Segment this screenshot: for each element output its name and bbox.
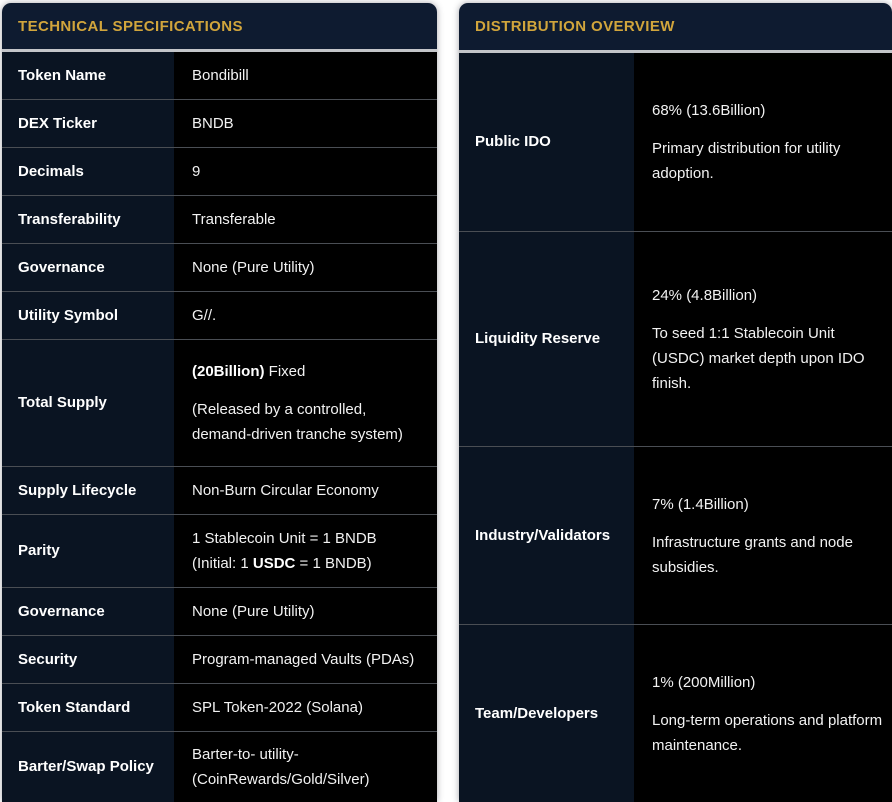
dist-value [634,53,892,231]
dist-value [634,232,892,446]
technical-specifications-body [2,52,437,802]
spec-row-security [2,636,437,684]
spec-row-governance-2 [2,588,437,636]
total-supply-rest: Fixed [264,363,306,380]
spec-value [174,732,437,802]
spec-value-text: BNDB [192,115,234,132]
spec-label: Governance [2,588,174,635]
spec-row-token-name [2,52,437,100]
spec-label: Parity [2,515,174,587]
spec-row-utility-symbol [2,292,437,340]
spec-value-text: Program-managed Vaults (PDAs) [192,651,415,668]
spec-value [174,148,437,195]
distribution-overview-table [459,3,892,802]
dist-label: Public IDO [459,53,634,231]
distribution-overview-body [459,53,892,802]
spec-row-token-standard [2,684,437,732]
spec-row-supply-lifecycle [2,467,437,515]
spec-value-text: None (Pure Utility) [192,259,315,276]
spec-value [174,52,437,99]
spec-label: DEX Ticker [2,100,174,147]
spec-value [174,340,437,466]
parity-line2-pre: (Initial: 1 [192,555,253,572]
spec-value-text: 9 [192,163,201,180]
dist-row-team-developers [459,625,892,802]
dist-allocation: 1% (200Million) [652,673,756,691]
parity-usdc: USDC [252,555,296,572]
spec-label: Decimals [2,148,174,195]
spec-value-text: G//. [192,307,217,324]
spec-value [174,515,437,587]
spec-label: Token Name [2,52,174,99]
spec-label: Governance [2,244,174,291]
spec-value [174,684,437,731]
dist-value [634,625,892,802]
spec-label: Token Standard [2,684,174,731]
dist-label: Industry/Validators [459,447,634,624]
spec-value-text: None (Pure Utility) [192,603,315,620]
parity-line2-post: = 1 BNDB) [295,555,372,572]
dist-row-public-ido [459,53,892,232]
dist-description: Long-term operations and platform maintenance. [652,711,883,754]
spec-row-parity [2,515,437,588]
spec-row-decimals [2,148,437,196]
spec-row-total-supply [2,340,437,467]
barter-line1: Barter-to- utility- [192,746,299,763]
parity-value-lines [192,526,429,576]
spec-value [174,588,437,635]
distribution-overview-title: DISTRIBUTION OVERVIEW [475,18,675,35]
spec-value [174,636,437,683]
spec-value-text: SPL Token-2022 (Solana) [192,699,363,716]
spec-row-dex-ticker [2,100,437,148]
dist-description: Primary distribution for utility adoption. [652,140,841,182]
dist-allocation: 24% (4.8Billion) [652,286,758,304]
dist-description: To seed 1:1 Stablecoin Unit (USDC) market depth upon IDO finish. [652,324,865,392]
spec-value [174,292,437,339]
barter-value-lines [192,742,429,792]
dist-value [634,447,892,624]
spec-value-text: Transferable [192,211,276,228]
spec-row-governance-1 [2,244,437,292]
dist-row-liquidity-reserve [459,232,892,447]
spec-value-line [192,359,429,384]
spec-row-transferability [2,196,437,244]
spec-label: Total Supply [2,340,174,466]
parity-line1: 1 Stablecoin Unit = 1 BNDB [192,530,377,547]
barter-line2: (CoinRewards/Gold/Silver) [192,771,370,788]
spec-label: Utility Symbol [2,292,174,339]
spec-value [174,196,437,243]
distribution-overview-header [459,3,892,53]
dist-row-industry-validators [459,447,892,625]
spec-label: Supply Lifecycle [2,467,174,514]
spec-value [174,100,437,147]
dist-allocation: 7% (1.4Billion) [652,495,749,513]
spec-label: Barter/Swap Policy [2,732,174,802]
dist-label: Team/Developers [459,625,634,802]
technical-specifications-table [2,3,437,802]
total-supply-amount: (20Billion) [192,363,265,380]
spec-value [174,244,437,291]
total-supply-note: (Released by a controlled, demand-driven tranche system) [192,401,403,443]
spec-label: Transferability [2,196,174,243]
spec-label: Security [2,636,174,683]
dist-description: Infrastructure grants and node subsidies. [652,533,853,576]
technical-specifications-title: TECHNICAL SPECIFICATIONS [18,17,243,35]
spec-value-text: Non-Burn Circular Economy [192,482,379,499]
technical-specifications-header [2,3,437,52]
spec-value-text: Bondibill [192,67,249,84]
spec-value [174,467,437,514]
dist-allocation: 68% (13.6Billion) [652,102,766,119]
dist-label: Liquidity Reserve [459,232,634,446]
spec-row-barter-swap-policy [2,732,437,802]
